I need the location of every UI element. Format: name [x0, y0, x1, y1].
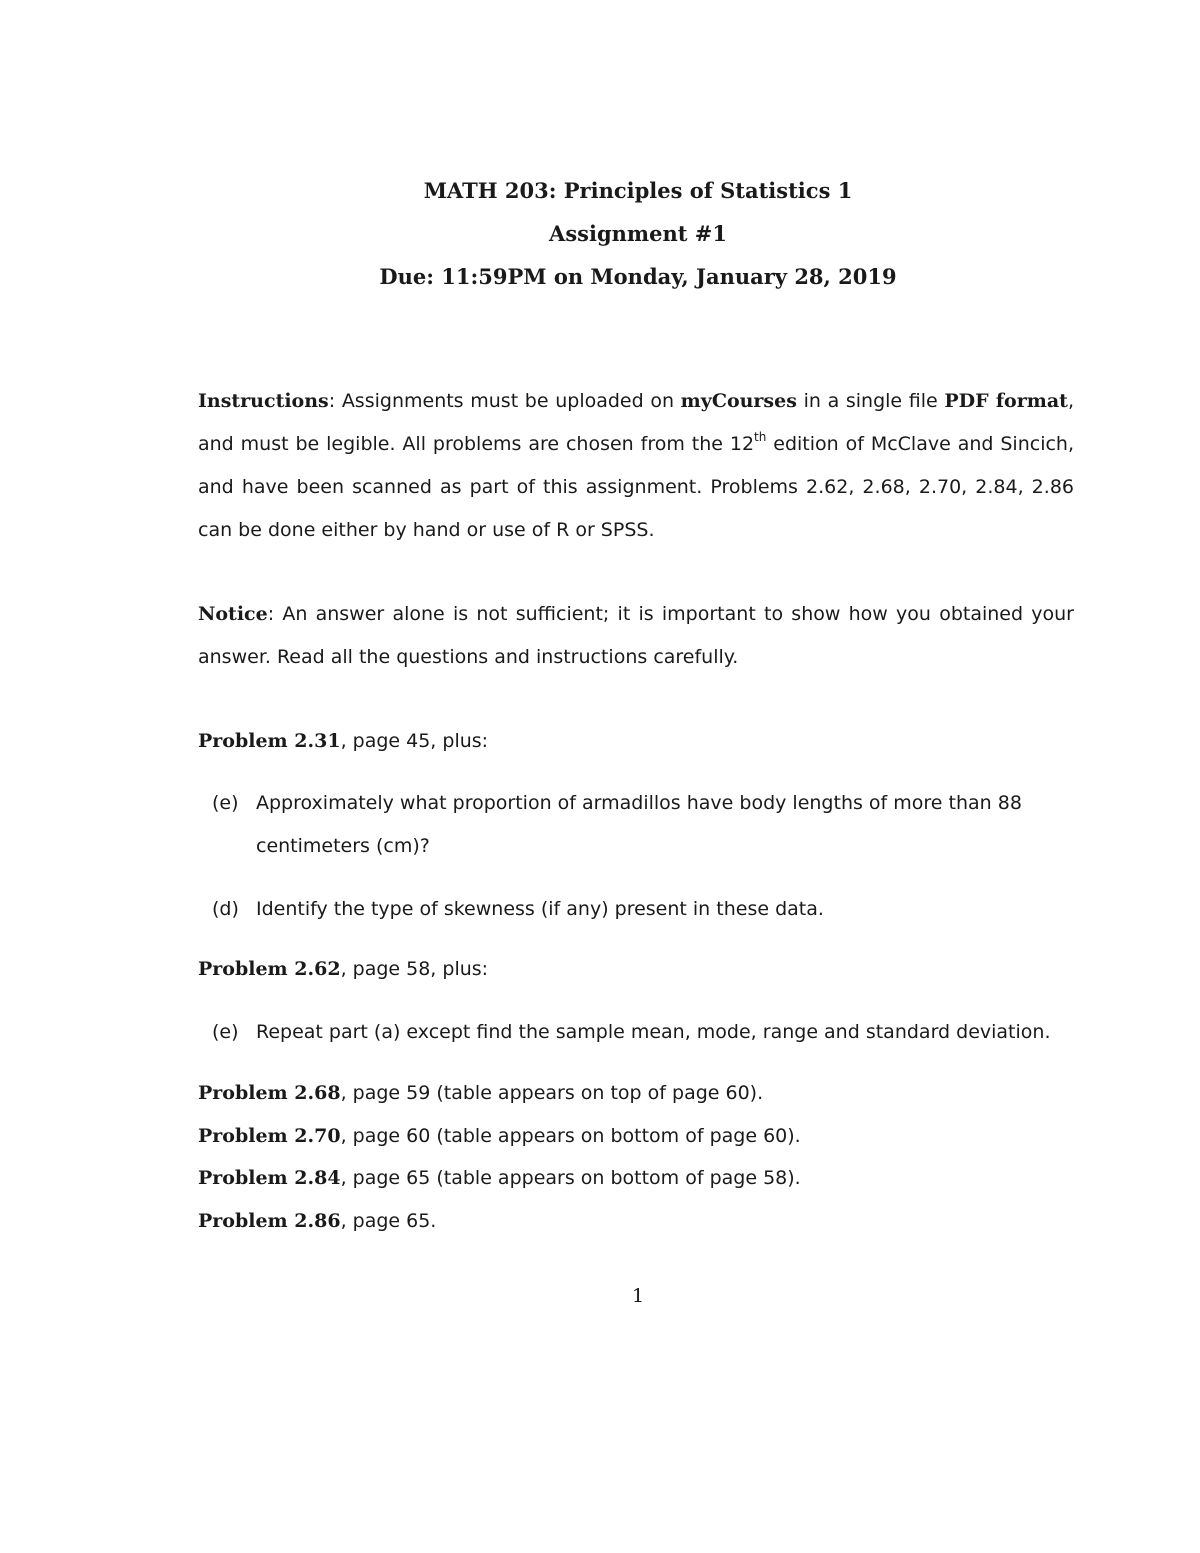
- problem-2-31: Problem 2.31, page 45, plus:: [198, 730, 489, 752]
- instructions-paragraph: Instructions: Assignments must be uploaded on myCourses in a single file PDF format, and must be legible. All problems are chosen from the 12th edition of McClave and Sincich, and have been scanned as part of this assignment. Problems 2.62, 2.68, 2.70, 2.84, 2.86 can be done either by hand or use of R or SPSS.: [198, 390, 1074, 541]
- course-title: MATH 203: Principles of Statistics 1: [423, 178, 853, 203]
- instructions-label: Instructions: [198, 390, 329, 412]
- problem-2-70: Problem 2.70, page 60 (table appears on bottom of page 60).: [198, 1125, 801, 1147]
- page-number: 1: [631, 1285, 645, 1307]
- problem-2-86: Problem 2.86, page 65.: [198, 1210, 437, 1232]
- platform-name: myCourses: [680, 390, 797, 412]
- notice-paragraph: Notice: An answer alone is not sufficient; it is important to show how you obtained your answer. Read all the questions and instructions carefully.: [198, 603, 1074, 668]
- problem-2-62: Problem 2.62, page 58, plus:: [198, 958, 489, 980]
- due-date: Due: 11:59PM on Monday, January 28, 2019: [379, 264, 897, 289]
- problem-2-62-part-e: (e) Repeat part (a) except find the sample mean, mode, range and standard deviation.: [212, 1021, 1051, 1043]
- notice-label: Notice: [198, 603, 268, 625]
- file-format: PDF format: [944, 390, 1068, 412]
- tool-name: R: [556, 519, 570, 541]
- problem-2-31-part-d: (d) Identify the type of skewness (if any) present in these data.: [212, 898, 824, 920]
- assignment-title: Assignment #1: [549, 221, 727, 246]
- problem-2-68: Problem 2.68, page 59 (table appears on top of page 60).: [198, 1082, 764, 1104]
- problem-2-84: Problem 2.84, page 65 (table appears on bottom of page 58).: [198, 1167, 801, 1189]
- problem-2-31-part-e: (e) Approximately what proportion of armadillos have body lengths of more than 88 centimeters (cm)?: [212, 792, 1022, 857]
